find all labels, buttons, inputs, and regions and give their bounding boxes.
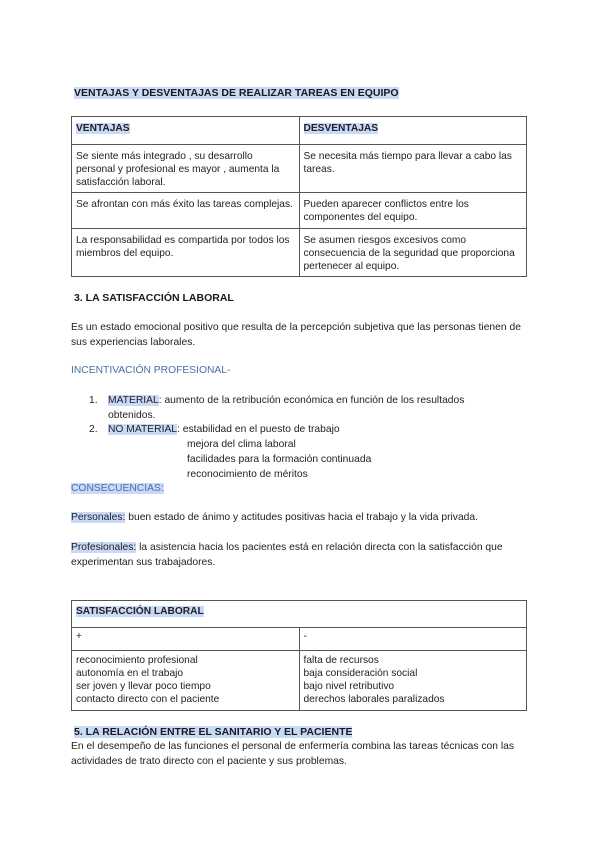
table-cell: Pueden aparecer conflictos entre los componentes del equipo. (299, 193, 527, 229)
section-heading-5: 5. LA RELACIÓN ENTRE EL SANITARIO Y EL PACIENTE (74, 726, 353, 738)
header-desventajas: DESVENTAJAS (303, 123, 379, 134)
table-cell: La responsabilidad es compartida por todos los miembros del equipo. (72, 229, 300, 277)
table-title-row (72, 601, 527, 628)
positives-cell: reconocimiento profesional autonomía en el trabajo ser joven y llevar poco tiempo contacto directo con el paciente (72, 651, 300, 711)
incentive-heading: INCENTIVACIÓN PROFESIONAL- (71, 365, 231, 376)
table-row (72, 628, 527, 651)
table-cell: Se necesita más tiempo para llevar a cabo las tareas. (299, 145, 527, 193)
professional-consequences: Profesionales: la asistencia hacia los pacientes está en relación directa con la satisfacción que experimentan sus trabajadores. (71, 542, 503, 568)
list-item-no-material: NO MATERIAL: estabilidad en el puesto de trabajo (108, 424, 340, 435)
list-number: 1. (89, 395, 98, 406)
table-cell: Se asumen riesgos excesivos como consecuencia de la seguridad que proporciona pertenecer al equipo. (299, 229, 527, 277)
page-title: VENTAJAS Y DESVENTAJAS DE REALIZAR TAREAS EN EQUIPO (74, 87, 399, 99)
list-item-material: MATERIAL: aumento de la retribución económica en función de los resultados obtenidos. (108, 395, 465, 421)
header-ventajas: VENTAJAS (76, 123, 130, 134)
list-subitem: reconocimiento de méritos (187, 469, 308, 480)
satisfaction-table-title: SATISFACCIÓN LABORAL (76, 606, 204, 617)
table-cell: Se siente más integrado , su desarrollo personal y profesional es mayor , aumenta la satisfacción laboral. (72, 145, 300, 193)
section-5-text: En el desempeño de las funciones el personal de enfermería combina las tareas técnicas con las actividades de trato directo con el paciente y sus problemas. (71, 741, 515, 767)
negatives-cell: falta de recursos baja consideración social bajo nivel retributivo derechos laborales paralizados (299, 651, 527, 711)
material-label: MATERIAL (108, 395, 159, 406)
consequences-heading: CONSECUENCIAS: (71, 483, 164, 494)
list-subitem: mejora del clima laboral (187, 439, 296, 450)
satisfaction-table (71, 600, 527, 711)
table-row (72, 651, 527, 711)
personal-consequences: Personales: buen estado de ánimo y actitudes positivas hacia el trabajo y la vida privada. (71, 512, 478, 523)
table-header-row (72, 117, 527, 145)
personal-label: Personales: (71, 512, 126, 523)
professional-label: Profesionales: (71, 542, 137, 553)
list-subitem: facilidades para la formación continuada (187, 454, 372, 465)
table-row (72, 229, 527, 277)
advantages-table (71, 116, 527, 277)
table-cell: Se afrontan con más éxito las tareas complejas. (72, 193, 300, 229)
table-row (72, 193, 527, 229)
plus-cell: + (72, 628, 300, 651)
no-material-label: NO MATERIAL (108, 424, 178, 435)
table-row (72, 145, 527, 193)
section-heading-3: 3. LA SATISFACCIÓN LABORAL (74, 292, 234, 304)
list-number: 2. (89, 424, 98, 435)
section-3-intro: Es un estado emocional positivo que resulta de la percepción subjetiva que las personas tienen de sus experiencias laborales. (71, 322, 521, 348)
minus-cell: - (299, 628, 527, 651)
